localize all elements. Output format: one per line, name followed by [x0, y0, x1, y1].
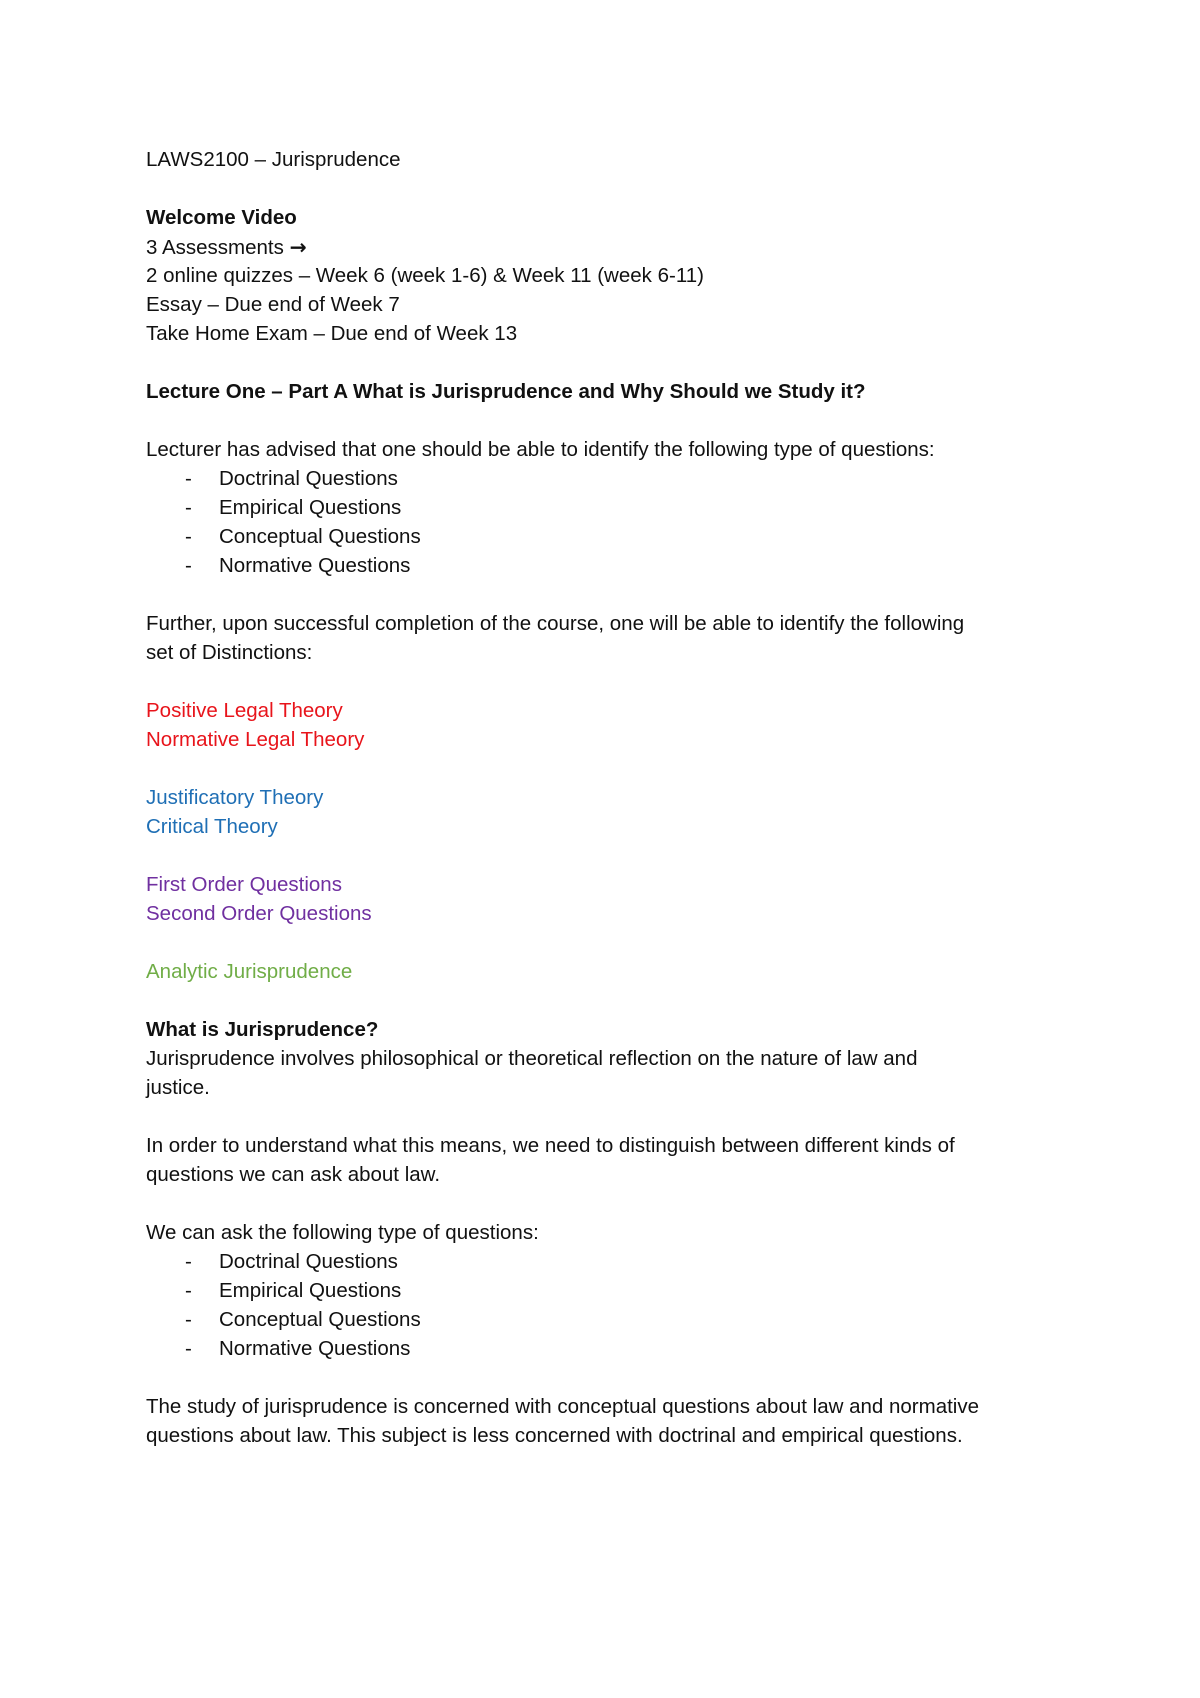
lecture-heading: Lecture One – Part A What is Jurisprudence and Why Should we Study it? [146, 380, 866, 403]
list-item: - Empirical Questions [185, 496, 402, 519]
right-arrow-icon: → [289, 235, 307, 259]
list-item: - Normative Questions [185, 1337, 411, 1360]
understand-line: In order to understand what this means, we need to distinguish between different kinds of [146, 1134, 955, 1157]
what-is-heading: What is Jurisprudence? [146, 1018, 379, 1041]
lecturer-advice: Lecturer has advised that one should be able to identify the following type of questions: [146, 438, 935, 461]
distinction-normative-legal-theory: Normative Legal Theory [146, 728, 365, 751]
list-item: - Conceptual Questions [185, 525, 421, 548]
concern-line: The study of jurisprudence is concerned with conceptual questions about law and normative [146, 1395, 980, 1418]
list-item: - Doctrinal Questions [185, 467, 398, 490]
list-item: - Doctrinal Questions [185, 1250, 398, 1273]
essay-line: Essay – Due end of Week 7 [146, 293, 400, 316]
concern-line-cont: questions about law. This subject is less concerned with doctrinal and empirical questions. [146, 1424, 963, 1447]
assessments-line [146, 233, 307, 262]
ask-line: We can ask the following type of questions: [146, 1221, 539, 1244]
assessments-text: 3 Assessments [146, 236, 284, 259]
quizzes-line: 2 online quizzes – Week 6 (week 1-6) & Week 11 (week 6-11) [146, 264, 704, 287]
definition-line: Jurisprudence involves philosophical or theoretical reflection on the nature of law and [146, 1047, 918, 1070]
distinction-first-order: First Order Questions [146, 873, 342, 896]
welcome-heading: Welcome Video [146, 206, 297, 229]
understand-line-cont: questions we can ask about law. [146, 1163, 441, 1186]
distinction-justificatory-theory: Justificatory Theory [146, 786, 324, 809]
distinction-analytic-jurisprudence: Analytic Jurisprudence [146, 960, 353, 983]
document-title: LAWS2100 – Jurisprudence [146, 148, 401, 171]
definition-line-cont: justice. [146, 1076, 210, 1099]
distinction-positive-legal-theory: Positive Legal Theory [146, 699, 343, 722]
distinction-critical-theory: Critical Theory [146, 815, 278, 838]
list-item: - Conceptual Questions [185, 1308, 421, 1331]
distinction-second-order: Second Order Questions [146, 902, 372, 925]
distinctions-intro: Further, upon successful completion of the course, one will be able to identify the following [146, 612, 965, 635]
exam-line: Take Home Exam – Due end of Week 13 [146, 322, 518, 345]
distinctions-intro-cont: set of Distinctions: [146, 641, 313, 664]
list-item: - Empirical Questions [185, 1279, 402, 1302]
list-item: - Normative Questions [185, 554, 411, 577]
